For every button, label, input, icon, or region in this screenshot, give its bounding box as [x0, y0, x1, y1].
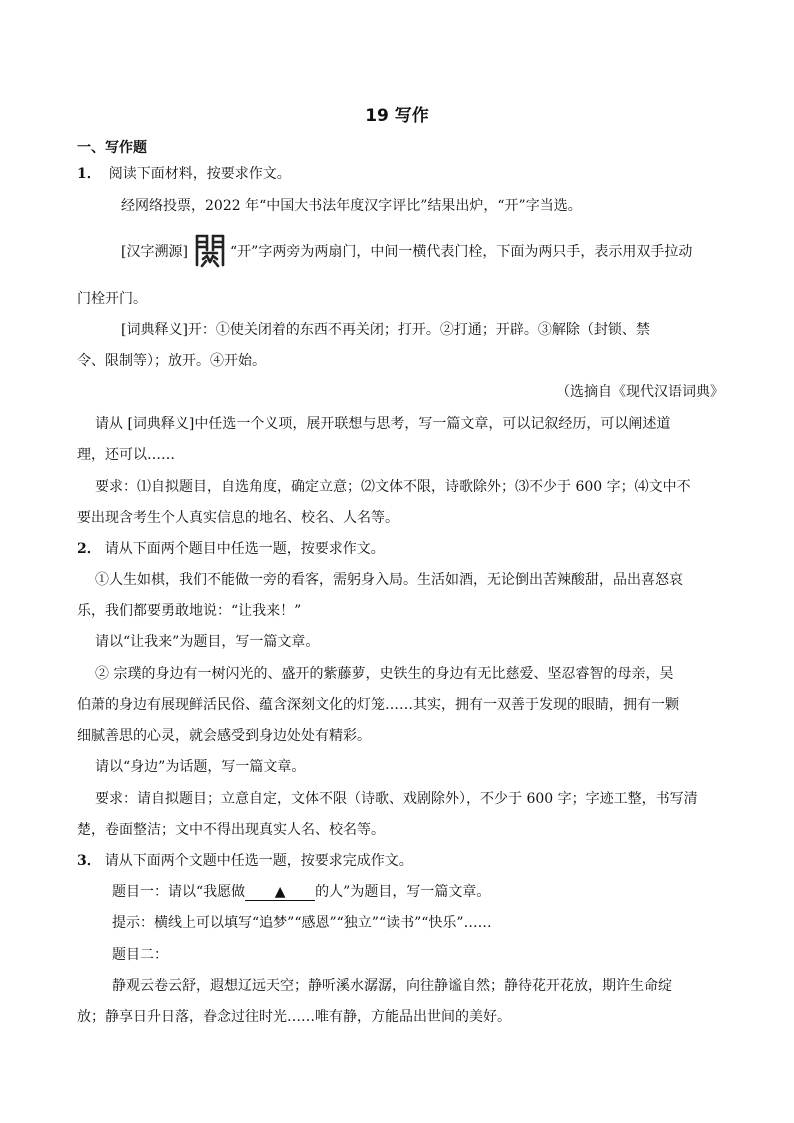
q1-task-b: 理，还可以…… — [77, 447, 175, 463]
q3-topic-2-label: 题目二： — [112, 947, 168, 963]
q3-topic-1-blank: ▲ — [245, 884, 315, 901]
q3-topic-1-text-a: 题目一：请以“我愿做 — [112, 884, 246, 900]
q3-hint: 提示：横线上可以填写“追梦”“感恩”“独立”“读书”“快乐”…… — [112, 915, 492, 931]
q2-option-1-task: 请以“让我来”为题目，写一篇文章。 — [95, 634, 320, 650]
q2-requirements-b: 楚，卷面整洁；文中不得出现真实人名、校名等。 — [77, 822, 385, 838]
q3-topic-2-b: 放；静享日升日落，眷念过往时光……唯有静，方能品出世间的美好。 — [77, 1009, 511, 1025]
question-1-number: 1． — [77, 166, 101, 182]
q2-option-1-a: ①人生如棋，我们不能做一旁的看客，需躬身入局。生活如酒，无论倒出苦辣酸甜，品出喜怒哀 — [95, 572, 683, 588]
page-title: 19 写作 — [365, 106, 429, 126]
q3-topic-1 — [112, 882, 490, 902]
q1-requirements-a: 要求：⑴自拟题目，自选角度，确定立意；⑵文体不限，诗歌除外；⑶不少于 600 字；⑷文中不 — [95, 479, 691, 495]
q2-option-2-a: ② 宗璞的身边有一树闪光的、盛开的紫藤萝，史铁生的身边有无比慈爱、坚忍睿智的母亲，吴 — [95, 666, 674, 682]
question-3-number: 3． — [77, 853, 101, 869]
question-2-number: 2． — [77, 541, 101, 557]
q1-origin-text-b: 门栓开门。 — [77, 291, 147, 307]
q2-option-2-c: 细腻善思的心灵，就会感受到身边处处有精彩。 — [77, 728, 371, 744]
q1-dictionary-b: 令、限制等）；放开。④开始。 — [77, 353, 266, 369]
question-1-line — [77, 164, 291, 184]
q2-option-2-b: 伯萧的身边有展现鲜活民俗、蕴含深刻文化的灯笼……其实，拥有一双善于发现的眼睛，拥有一颗 — [77, 697, 679, 713]
question-3-prompt: 请从下面两个文题中任选一题，按要求完成作文。 — [104, 853, 413, 869]
q2-option-2-task: 请以“身边”为话题，写一篇文章。 — [95, 759, 306, 775]
q2-requirements-a: 要求：请自拟题目；立意自定，文体不限（诗歌、戏剧除外），不少于 600 字；字迹工整，书写清 — [95, 791, 698, 807]
q3-topic-2-a: 静观云卷云舒，遐想辽远天空；静听溪水潺潺，向往静谧自然；静待花开花放，期许生命绽 — [112, 978, 672, 994]
q2-option-1-b: 乐，我们都要勇敢地说：“让我来！” — [77, 603, 302, 619]
q1-source: （选摘自《现代汉语词典》 — [556, 384, 724, 400]
q1-requirements-b: 要出现含考生个人真实信息的地名、校名、人名等。 — [77, 510, 399, 526]
ancient-kai-character-glyph — [194, 232, 226, 270]
q1-paragraph-1: 经网络投票，2022 年“中国大书法年度汉字评比”结果出炉，“开”字当选。 — [121, 198, 582, 214]
question-3-line — [77, 851, 413, 871]
question-1-prompt: 阅读下面材料，按要求作文。 — [108, 166, 291, 182]
q1-task-a: 请从 [词典释义]中任选一个义项，展开联想与思考，写一篇文章，可以记叙经历，可以阐述道 — [95, 416, 671, 432]
question-2-line — [77, 539, 385, 559]
q1-origin-label: [汉字溯源] — [121, 244, 188, 260]
q1-dictionary-a: [词典释义]开：①使关闭着的东西不再关闭；打开。②打通；开辟。③解除（封锁、禁 — [121, 322, 650, 338]
question-2-prompt: 请从下面两个题目中任选一题，按要求作文。 — [104, 541, 385, 557]
q3-topic-1-text-b: 的人”为题目，写一篇文章。 — [315, 884, 491, 900]
section-heading: 一、写作题 — [77, 140, 147, 156]
q1-origin-text-a: “开”字两旁为两扇门，中间一横代表门栓，下面为两只手，表示用双手拉动 — [230, 244, 693, 260]
